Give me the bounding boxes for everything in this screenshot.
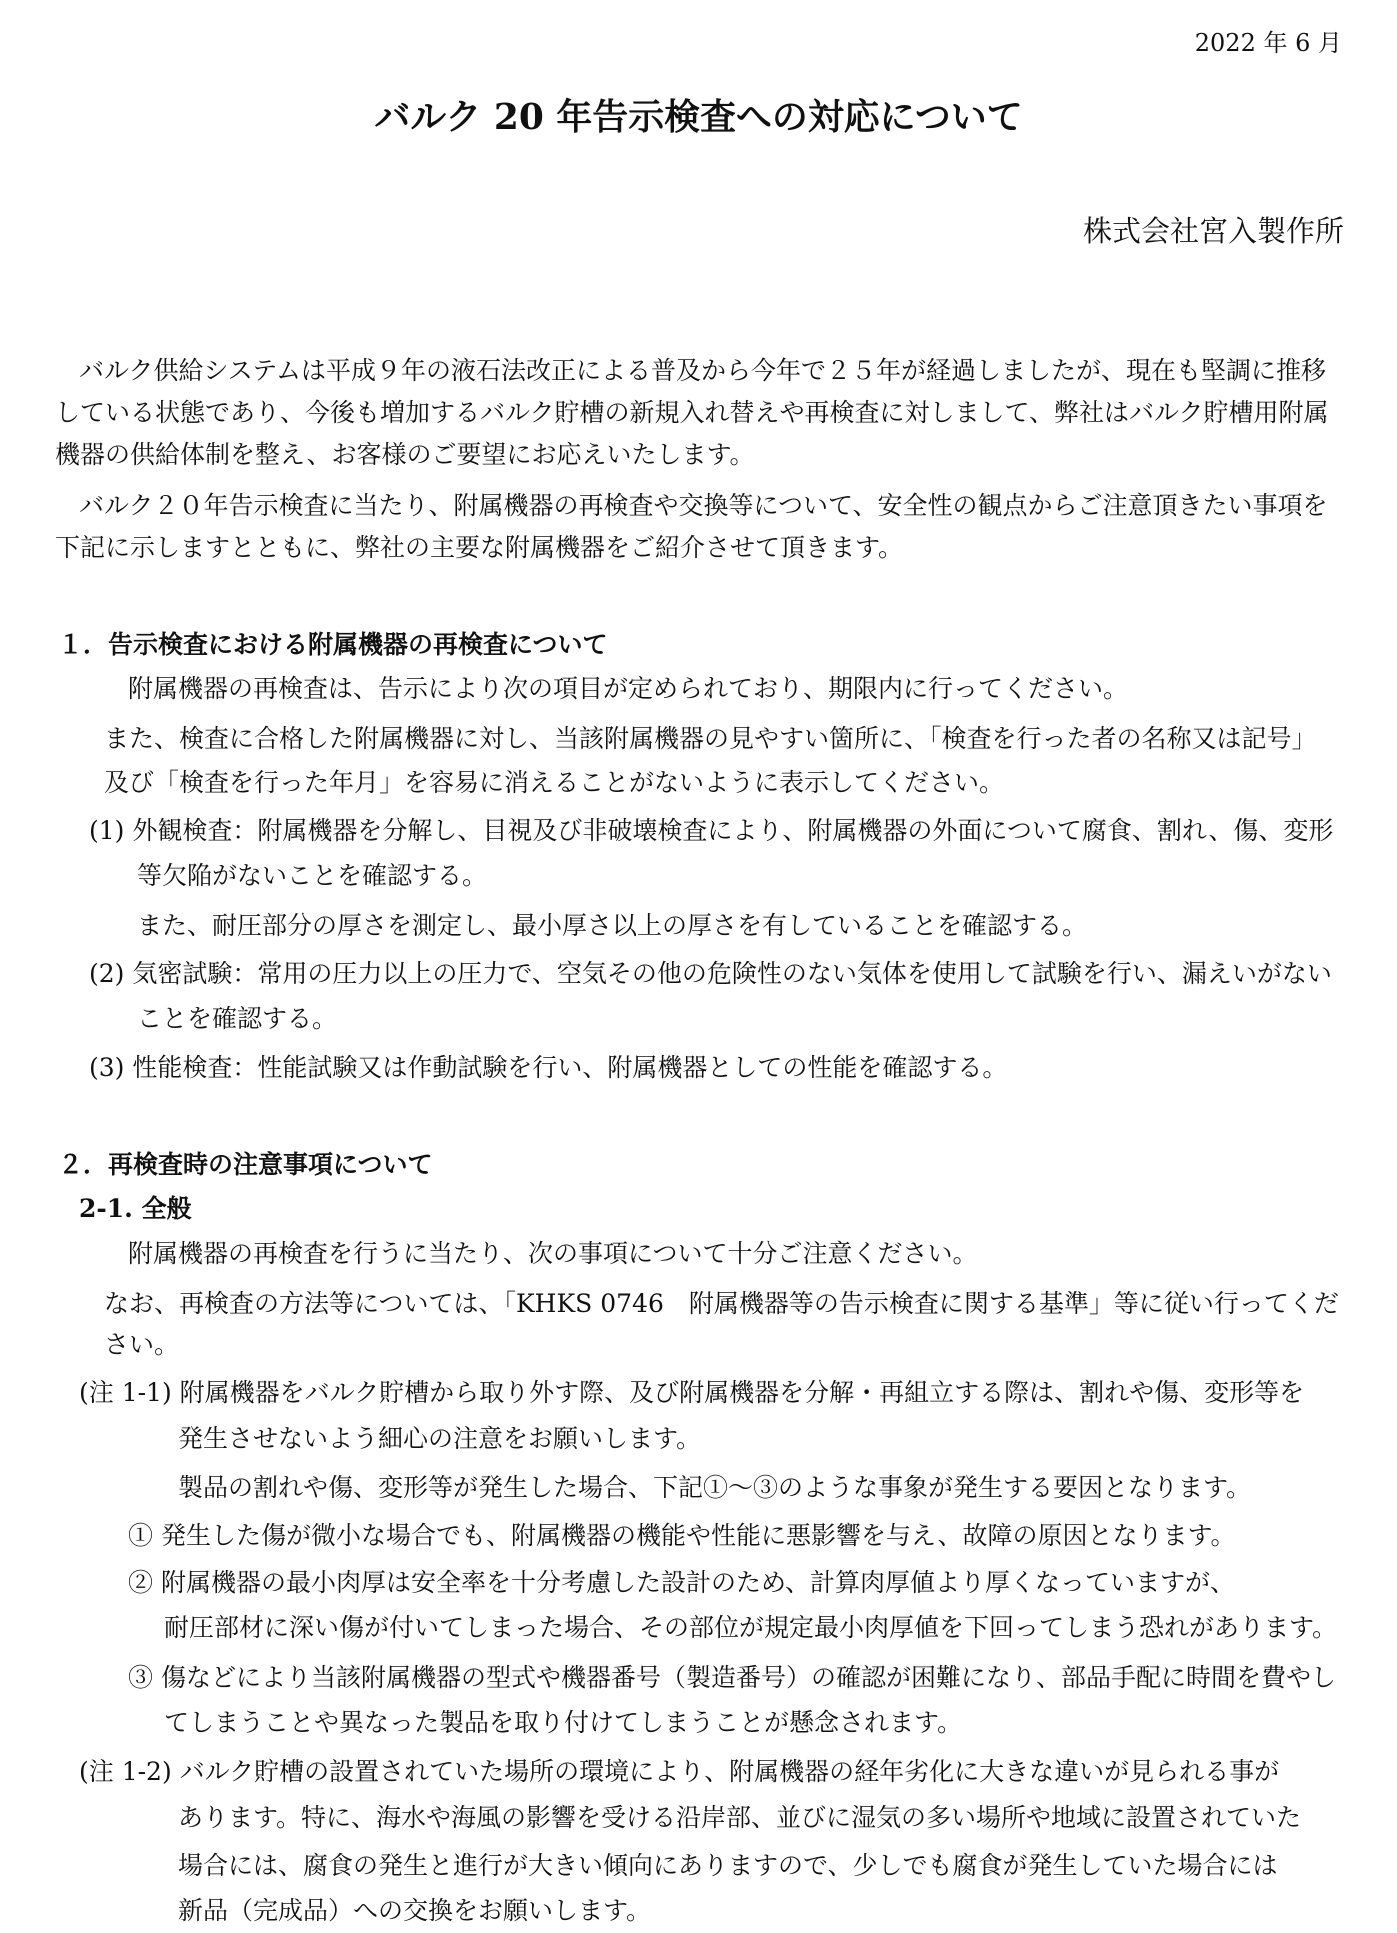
note-line: てしまうことや異なった製品を取り付けてしまうことが懸念されます。 bbox=[164, 1708, 963, 1737]
company-name: 株式会社宮入製作所 bbox=[1082, 214, 1344, 248]
section-1-line: ことを確認する。 bbox=[137, 1004, 338, 1033]
note-line: 場合には、腐食の発生と進行が大きい傾向にありますので、少しでも腐食が発生していた場合には bbox=[178, 1851, 1278, 1880]
note-1-1: (注 1-1) 附属機器をバルク貯槽から取り外す際、及び附属機器を分解・再組立する際は、割れや傷、変形等を bbox=[79, 1378, 1305, 1407]
note-line: 製品の割れや傷、変形等が発生した場合、下記①～③のような事象が発生する要因となります。 bbox=[178, 1473, 1252, 1502]
note-line: あります。特に、海水や海風の影響を受ける沿岸部、並びに湿気の多い場所や地域に設置されていた bbox=[178, 1803, 1302, 1832]
note-1-2: (注 1-2) バルク貯槽の設置されていた場所の環境により、附属機器の経年劣化に大きな違いが見られる事が bbox=[79, 1757, 1280, 1786]
note-line: 新品（完成品）への交換をお願いします。 bbox=[178, 1896, 652, 1925]
section-1-item: (2) 気密試験：常用の圧力以上の圧力で、空気その他の危険性のない気体を使用して試験を行い、漏えいがない bbox=[89, 959, 1332, 988]
intro-line: バルク２０年告示検査に当たり、附属機器の再検査や交換等について、安全性の観点からご注意頂きたい事項を bbox=[79, 491, 1328, 520]
section-2-line: なお、再検査の方法等については、「KHKS 0746 附属機器等の告示検査に関する基準」等に従い行ってくだ bbox=[104, 1289, 1339, 1318]
section-1-line: 等欠陥がないことを確認する。 bbox=[137, 861, 488, 890]
section-2-subheading: 2-1. 全般 bbox=[79, 1194, 192, 1223]
section-1-line: 附属機器の再検査は、告示により次の項目が定められており、期限内に行ってください。 bbox=[128, 674, 1129, 703]
section-2-line: さい。 bbox=[104, 1330, 180, 1359]
note-item: ② 附属機器の最小肉厚は安全率を十分考慮した設計のため、計算肉厚値より厚くなっていますが、 bbox=[128, 1568, 1235, 1597]
document-title: バルク 20 年告示検査への対応について bbox=[374, 96, 1023, 138]
intro-line: 機器の供給体制を整え、お客様のご要望にお応えいたします。 bbox=[55, 440, 755, 469]
intro-line: 下記に示しますとともに、弊社の主要な附属機器をご紹介させて頂きます。 bbox=[55, 533, 904, 562]
section-1-item: (3) 性能検査：性能試験又は作動試験を行い、附属機器としての性能を確認する。 bbox=[89, 1053, 1008, 1082]
note-line: 耐圧部材に深い傷が付いてしまった場合、その部位が規定最小肉厚値を下回ってしまう恐れがあります。 bbox=[164, 1613, 1338, 1642]
intro-line: している状態であり、今後も増加するバルク貯槽の新規入れ替えや再検査に対しまして、弊社はバルク貯槽用附属 bbox=[55, 398, 1329, 427]
intro-line: バルク供給システムは平成９年の液石法改正による普及から今年で２５年が経過しましたが、現在も堅調に推移 bbox=[79, 356, 1327, 385]
section-1-line: また、検査に合格した附属機器に対し、当該附属機器の見やすい箇所に、「検査を行った者の名称又は記号」 bbox=[104, 724, 1317, 753]
section-2-heading: ２．再検査時の注意事項について bbox=[58, 1150, 433, 1179]
note-item: ③ 傷などにより当該附属機器の型式や機器番号（製造番号）の確認が困難になり、部品手配に時間を費やし bbox=[128, 1663, 1336, 1692]
section-2-line: 附属機器の再検査を行うに当たり、次の事項について十分ご注意ください。 bbox=[128, 1239, 978, 1268]
note-item: ① 発生した傷が微小な場合でも、附属機器の機能や性能に悪影響を与え、故障の原因となります。 bbox=[128, 1521, 1236, 1550]
section-1-line: また、耐圧部分の厚さを測定し、最小厚さ以上の厚さを有していることを確認する。 bbox=[137, 911, 1088, 940]
section-1-line: 及び「検査を行った年月」を容易に消えることがないように表示してください。 bbox=[104, 768, 1005, 797]
section-1-item: (1) 外観検査：附属機器を分解し、目視及び非破壊検査により、附属機器の外面について腐食、割れ、傷、変形 bbox=[89, 816, 1334, 845]
section-1-heading: １．告示検査における附属機器の再検査について bbox=[58, 630, 608, 659]
note-line: 発生させないよう細心の注意をお願いします。 bbox=[178, 1424, 702, 1453]
document-date: 2022 年 6 月 bbox=[1194, 29, 1342, 57]
